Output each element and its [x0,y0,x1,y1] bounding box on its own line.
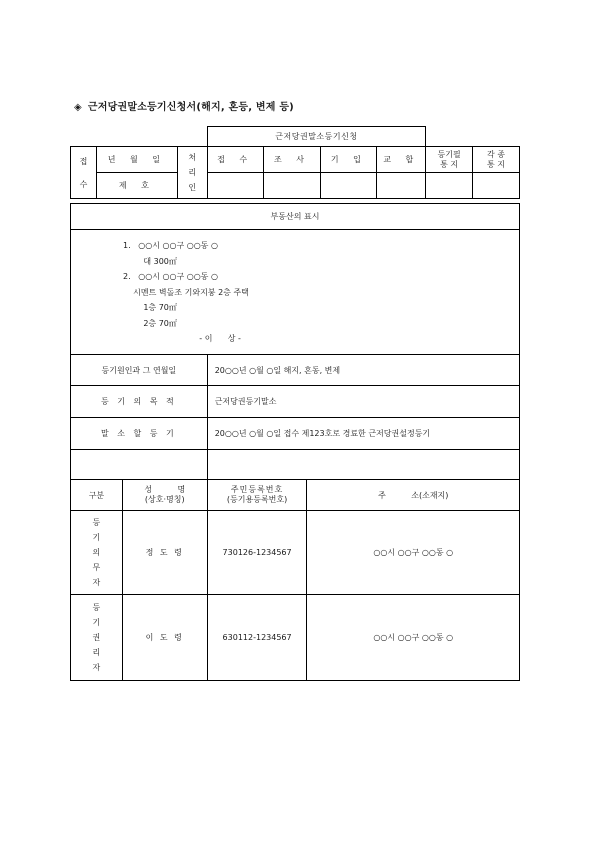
notice-sign-box[interactable] [426,173,473,199]
property-line: - 이 상 - [123,334,241,343]
cause-date-label: 등기원인과 그 연월일 [71,355,208,386]
blank-value-cell[interactable] [207,450,519,480]
obligor-address[interactable]: ○○시 ○○구 ○○동 ○ [307,511,520,595]
jeopsu-label: 접 수 [71,147,97,199]
obligee-role: 등 기 권 리 자 [71,595,123,681]
property-line: 2. ○○시 ○○구 ○○동 ○ [123,272,218,281]
gyohap-sign-box[interactable] [377,173,426,199]
property-line: 대 300㎡ [123,256,177,266]
obligee-address[interactable]: ○○시 ○○구 ○○동 ○ [307,595,520,681]
staff-josa-label: 조 사 [263,147,321,173]
josa-sign-box[interactable] [263,173,321,199]
property-line: 1. ○○시 ○○구 ○○동 ○ [123,241,218,250]
purpose-value[interactable]: 근저당권등기말소 [207,386,519,418]
property-header: 부동산의 표시 [71,204,520,230]
regno-header: 주민등록번호 (등기용등록번호) [207,480,307,511]
jeho-label: 제 호 [96,173,177,199]
cancel-registration-label: 말 소 할 등 기 [71,418,208,450]
name-header: 성 명 (상호·명칭) [122,480,207,511]
office-title: 근저당권말소등기신청 [207,127,426,147]
obligee-name[interactable]: 이 도 령 [122,595,207,681]
form-heading [74,98,294,113]
staff-jeopsu-label: 접 수 [207,147,263,173]
blank-label-cell [71,450,208,480]
diamond-bullet-icon: ◈ [74,102,82,113]
staff-gyohap-label: 교 합 [377,147,426,173]
obligee-regno[interactable]: 630112-1234567 [207,595,307,681]
giip-sign-box[interactable] [321,173,377,199]
cheoriin-label: 처 리 인 [177,147,207,199]
date-label: 년 월 일 [96,147,177,173]
office-processing-table [70,126,520,199]
address-header: 주 소(소재지) [307,480,520,511]
property-line: 시멘트 벽돌조 기와지붕 2층 주택 [123,287,249,297]
gubun-header: 구분 [71,480,123,511]
various-sign-box[interactable] [473,173,520,199]
obligor-role: 등 기 의 무 자 [71,511,123,595]
jeopsu-sign-box[interactable] [207,173,263,199]
staff-giip-label: 기 입 [321,147,377,173]
purpose-label: 등 기 의 목 적 [71,386,208,418]
cancel-registration-value[interactable]: 20○○년 ○월 ○일 접수 제123호로 경료한 근저당권설정등기 [207,418,519,450]
table-row [71,595,520,681]
notice-label: 등기필 통 지 [426,147,473,173]
application-table [70,203,520,681]
property-line: 2층 70㎡ [123,318,177,328]
various-notice-label: 각 종 통 지 [473,147,520,173]
table-row [71,511,520,595]
obligor-name[interactable]: 정 도 령 [122,511,207,595]
form-title: 근저당권말소등기신청서(해지, 혼등, 변제 등) [87,102,294,113]
property-line: 1층 70㎡ [123,303,177,312]
property-description [71,230,520,355]
cause-date-value[interactable]: 20○○년 ○월 ○일 해지, 혼동, 변제 [207,355,519,386]
obligor-regno[interactable]: 730126-1234567 [207,511,307,595]
